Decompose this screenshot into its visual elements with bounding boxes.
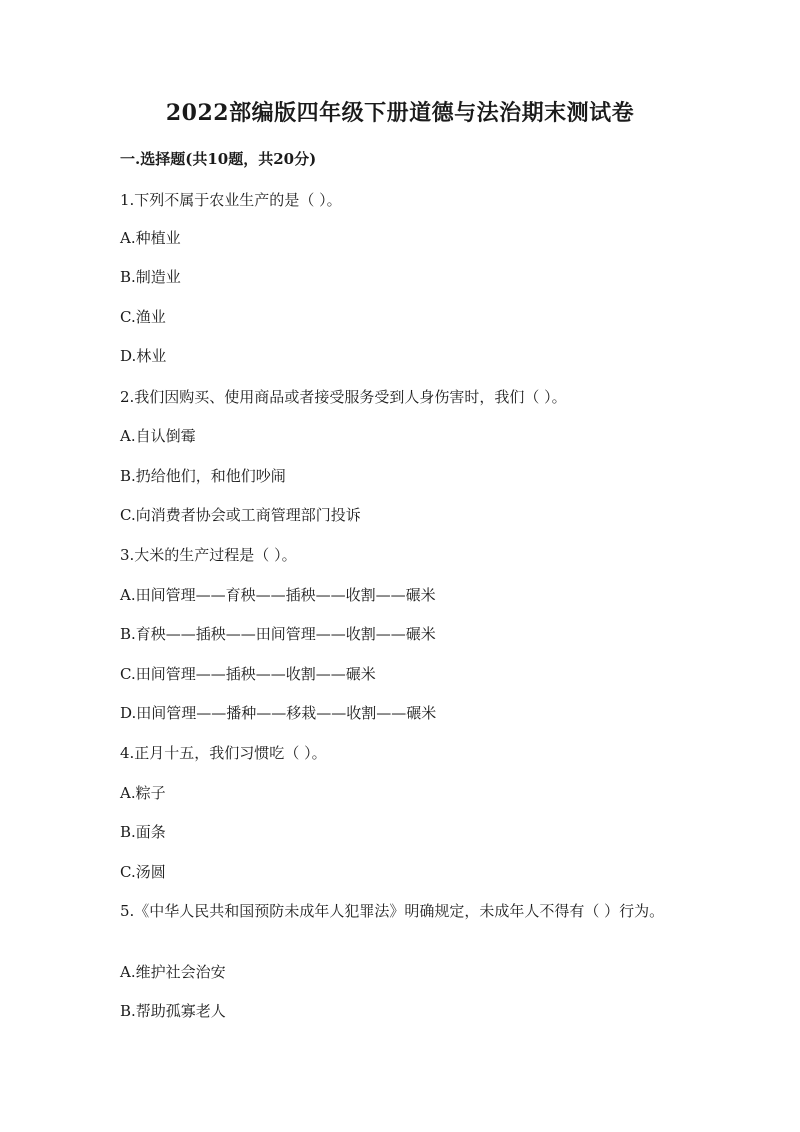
answer-option: C.汤圆 bbox=[120, 863, 166, 881]
question-stem: 3.大米的生产过程是（ ）。 bbox=[120, 546, 297, 564]
answer-option: C.渔业 bbox=[120, 308, 166, 326]
answer-option: A.种植业 bbox=[120, 229, 181, 247]
answer-option: B.制造业 bbox=[120, 268, 181, 286]
question-stem: 4.正月十五，我们习惯吃（ ）。 bbox=[120, 744, 327, 762]
answer-option: B.帮助孤寡老人 bbox=[120, 1002, 226, 1020]
section-heading: 一.选择题(共10题，共20分) bbox=[120, 150, 317, 168]
answer-option: D.林业 bbox=[120, 347, 167, 365]
answer-option: B.育秧——插秧——田间管理——收割——碾米 bbox=[120, 625, 436, 643]
page-title: 2022部编版四年级下册道德与法治期末测试卷 bbox=[165, 100, 635, 126]
answer-option: A.自认倒霉 bbox=[120, 427, 196, 445]
answer-option: B.面条 bbox=[120, 823, 166, 841]
answer-option: A.粽子 bbox=[120, 784, 166, 802]
answer-option: A.田间管理——育秧——插秧——收割——碾米 bbox=[120, 586, 436, 604]
answer-option: B.扔给他们，和他们吵闹 bbox=[120, 467, 286, 485]
question-stem: 5.《中华人民共和国预防未成年人犯罪法》明确规定，未成年人不得有（ ）行为。 bbox=[120, 902, 665, 920]
answer-option: D.田间管理——播种——移栽——收割——碾米 bbox=[120, 704, 437, 722]
answer-option: C.向消费者协会或工商管理部门投诉 bbox=[120, 506, 361, 524]
question-stem: 1.下列不属于农业生产的是（ ）。 bbox=[120, 191, 342, 209]
answer-option: C.田间管理——插秧——收割——碾米 bbox=[120, 665, 376, 683]
question-stem: 2.我们因购买、使用商品或者接受服务受到人身伤害时，我们（ ）。 bbox=[120, 388, 567, 406]
answer-option: A.维护社会治安 bbox=[120, 963, 226, 981]
